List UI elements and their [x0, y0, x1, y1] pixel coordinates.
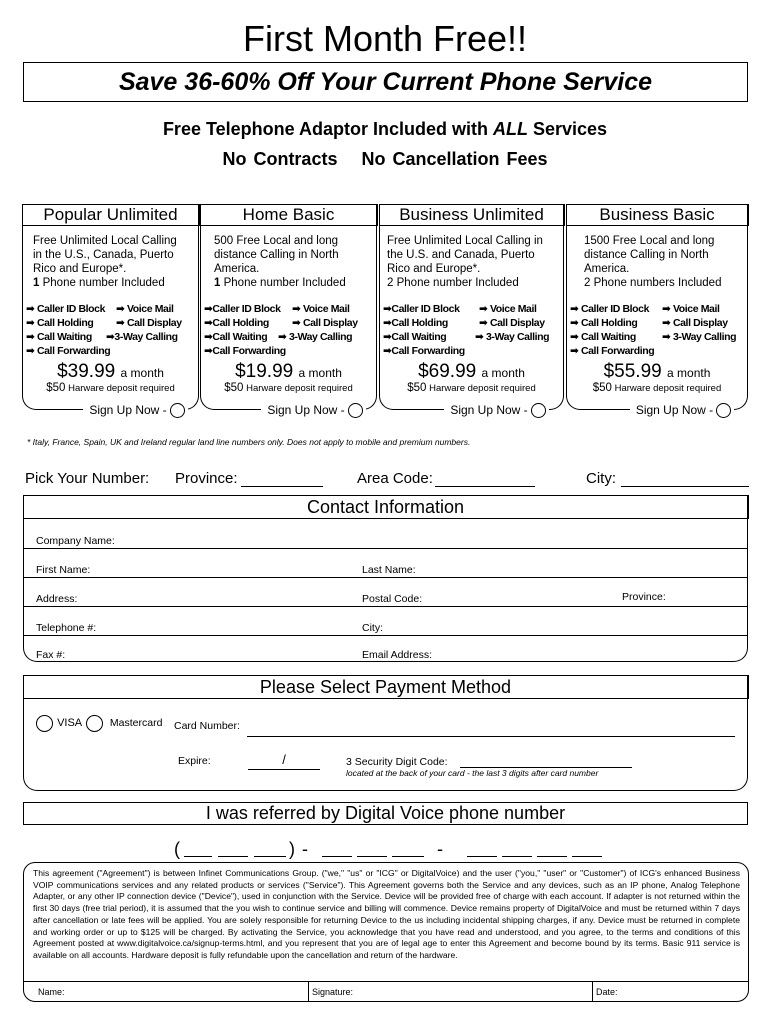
arrow-icon: ➡ — [383, 331, 392, 343]
security-code-label: 3 Security Digit Code: — [346, 756, 448, 768]
signup-radio[interactable] — [531, 403, 546, 418]
plan-phones — [584, 276, 743, 290]
price-period: a month — [667, 366, 711, 380]
arrow-icon: ➡ — [204, 317, 213, 329]
plan-phones — [214, 276, 372, 290]
price-period: a month — [298, 366, 342, 380]
arrow-icon: ➡ — [383, 303, 392, 315]
referral-title: I was referred by Digital Voice phone number — [23, 802, 748, 825]
postal-code-label: Postal Code: — [362, 593, 423, 605]
company-label: Company Name: — [36, 535, 115, 547]
signup-radio[interactable] — [170, 403, 185, 418]
price-period: a month — [481, 366, 525, 380]
visa-option[interactable] — [36, 715, 82, 732]
deposit-amount: $50 — [407, 382, 427, 394]
plan-name: Business Basic — [566, 204, 749, 226]
plan-phones — [33, 276, 194, 290]
plan-phone-text: Phone number Included — [39, 277, 165, 289]
arrow-icon: ➡ — [204, 303, 213, 315]
line-digit-1[interactable] — [467, 856, 497, 857]
plan-name: Home Basic — [200, 204, 378, 226]
arrow-icon: ➡ — [278, 331, 287, 343]
plan-desc-text: Free Unlimited Local Calling in the U.S., Canada, Puerto Rico and Europe*. — [33, 235, 177, 275]
signup-row — [73, 403, 198, 418]
feature-call-waiting: Call Waiting — [36, 331, 92, 343]
deposit-text: Harware deposit required — [426, 383, 536, 394]
plan-price — [567, 362, 747, 383]
security-code-note: located at the back of your card - the last 3 digits after card number — [346, 768, 599, 778]
plan-price — [380, 362, 563, 383]
arrow-icon: ➡ — [479, 317, 488, 329]
feature-3-way-calling: 3-Way Calling — [114, 331, 178, 343]
mastercard-option[interactable] — [86, 715, 162, 732]
expire-slash: / — [282, 752, 286, 767]
plan-deposit — [23, 382, 198, 394]
price-period: a month — [120, 366, 164, 380]
dash-1: - — [302, 839, 308, 859]
fax-row[interactable] — [24, 635, 747, 664]
signup-label: Sign Up Now - — [633, 403, 716, 417]
plan-phone-text: Phone numbers Included — [590, 277, 722, 289]
signature-label: Signature: — [312, 987, 354, 997]
address-row[interactable] — [24, 577, 747, 607]
telephone-row[interactable] — [24, 606, 747, 636]
plan-deposit — [201, 382, 376, 394]
arrow-icon: ➡ — [292, 317, 301, 329]
arrow-icon: ➡ — [383, 345, 392, 357]
contact-city-label: City: — [362, 622, 383, 634]
footnote: * Italy, France, Spain, UK and Ireland regular land line numbers only. Does not apply to mobile and premium numbers. — [27, 437, 471, 447]
arrow-icon: ➡ — [116, 317, 125, 329]
last-name-label: Last Name: — [362, 564, 416, 576]
plan-card-home-basic — [200, 204, 377, 417]
agreement-section — [23, 862, 749, 1002]
deposit-amount: $50 — [592, 382, 612, 394]
price-amount: $55.99 — [603, 361, 662, 382]
plan-phone-count: 1 — [214, 277, 221, 289]
line-digit-3[interactable] — [537, 856, 567, 857]
arrow-icon: ➡ — [26, 331, 35, 343]
feature-call-waiting: Call Waiting — [212, 331, 268, 343]
mastercard-radio[interactable] — [86, 715, 103, 732]
signup-radio[interactable] — [348, 403, 363, 418]
paren-open: ( — [174, 839, 180, 859]
plan-phone-text: Phone number Included — [220, 277, 346, 289]
city-field[interactable] — [621, 472, 749, 487]
plan-description — [387, 234, 559, 290]
feature-call-display: Call Display — [489, 317, 545, 329]
price-amount: $69.99 — [418, 361, 477, 382]
payment-section — [23, 675, 748, 791]
arrow-icon: ➡ — [570, 345, 579, 357]
feature-voice-mail: Voice Mail — [489, 303, 537, 315]
plan-deposit — [567, 382, 747, 394]
deposit-text: Harware deposit required — [243, 383, 353, 394]
plan-phone-count: 2 — [387, 277, 394, 289]
arrow-icon: ➡ — [26, 317, 35, 329]
plan-deposit — [380, 382, 563, 394]
feature-caller-id-block: Caller ID Block — [212, 303, 281, 315]
contract-line — [0, 149, 770, 170]
plan-description — [214, 234, 372, 290]
signup-row — [617, 403, 747, 418]
date-label: Date: — [596, 987, 618, 997]
arrow-icon: ➡ — [106, 331, 115, 343]
name-label: Name: — [38, 987, 65, 997]
arrow-icon: ➡ — [570, 317, 579, 329]
referral-phone-field[interactable] — [0, 838, 770, 860]
plan-desc-text: 500 Free Local and long distance Calling in North America. — [214, 235, 339, 275]
province-field[interactable] — [241, 472, 323, 487]
feature-call-waiting: Call Waiting — [580, 331, 636, 343]
paren-close: ) — [289, 839, 295, 859]
area-digit-1[interactable] — [184, 856, 212, 857]
contact-section — [23, 495, 748, 662]
feature-3-way-calling: 3-Way Calling — [288, 331, 353, 343]
page-title: First Month Free!! — [242, 18, 528, 59]
contact-title: Contact Information — [23, 495, 749, 519]
savings-banner: Save 36-60% Off Your Current Phone Service — [23, 62, 748, 102]
feature-list — [570, 302, 745, 358]
arrow-icon: ➡ — [204, 345, 213, 357]
signup-label: Sign Up Now - — [86, 403, 169, 417]
signup-row — [430, 403, 563, 418]
feature-caller-id-block: Caller ID Block — [36, 303, 106, 315]
arrow-icon: ➡ — [204, 331, 213, 343]
feature-call-display: Call Display — [672, 317, 728, 329]
prefix-digit-1[interactable] — [322, 856, 352, 857]
feature-voice-mail: Voice Mail — [672, 303, 720, 315]
feature-voice-mail: Voice Mail — [126, 303, 174, 315]
plan-name: Business Unlimited — [379, 204, 565, 226]
adaptor-line — [0, 119, 770, 140]
payment-title: Please Select Payment Method — [23, 675, 749, 699]
plan-description — [33, 234, 194, 290]
visa-radio[interactable] — [36, 715, 53, 732]
feature-caller-id-block: Caller ID Block — [391, 303, 460, 315]
area-code-field[interactable] — [435, 472, 535, 487]
prefix-digit-2[interactable] — [357, 856, 387, 857]
telephone-label: Telephone #: — [36, 622, 97, 634]
price-amount: $39.99 — [57, 361, 116, 382]
signup-row — [251, 403, 376, 418]
plan-card-business-basic — [566, 204, 748, 417]
card-number-field[interactable] — [247, 736, 735, 737]
no-cancellation-fees: No Cancellation Fees — [361, 149, 548, 169]
arrow-icon: ➡ — [662, 303, 671, 315]
prefix-digit-3[interactable] — [392, 856, 424, 857]
contact-province-label: Province: — [622, 591, 666, 603]
area-code-label: Area Code: — [357, 470, 433, 487]
first-name-label: First Name: — [36, 564, 91, 576]
plan-phones — [387, 276, 559, 290]
arrow-icon: ➡ — [292, 303, 301, 315]
feature-3-way-calling: 3-Way Calling — [485, 331, 550, 343]
arrow-icon: ➡ — [479, 303, 488, 315]
plan-price — [23, 362, 198, 383]
feature-call-display: Call Display — [302, 317, 358, 329]
feature-list — [383, 302, 561, 358]
plan-description — [584, 234, 743, 290]
arrow-icon: ➡ — [662, 331, 671, 343]
feature-call-holding: Call Holding — [391, 317, 448, 329]
name-row[interactable] — [24, 548, 747, 578]
feature-call-holding: Call Holding — [580, 317, 638, 329]
adaptor-text: Free Telephone Adaptor Included with — [162, 119, 493, 139]
deposit-amount: $50 — [46, 382, 66, 394]
plan-phone-count: 2 — [584, 277, 591, 289]
line-digit-2[interactable] — [502, 856, 532, 857]
feature-caller-id-block: Caller ID Block — [580, 303, 650, 315]
plan-card-business-unlimited — [379, 204, 564, 417]
feature-list — [204, 302, 374, 358]
expire-field[interactable] — [248, 752, 320, 770]
plan-card-popular-unlimited — [22, 204, 199, 417]
feature-list — [26, 302, 196, 358]
area-digit-3[interactable] — [254, 856, 286, 857]
pick-number-row — [25, 470, 750, 487]
mastercard-label: Mastercard — [109, 717, 163, 730]
arrow-icon: ➡ — [570, 303, 579, 315]
feature-call-forwarding: Call Forwarding — [391, 345, 465, 357]
feature-voice-mail: Voice Mail — [302, 303, 350, 315]
feature-call-forwarding: Call Forwarding — [36, 345, 111, 357]
adaptor-emphasis: ALL — [492, 119, 528, 139]
email-label: Email Address: — [362, 649, 433, 661]
address-label: Address: — [36, 593, 78, 605]
plan-phone-text: Phone number Included — [393, 277, 519, 289]
deposit-amount: $50 — [224, 382, 244, 394]
arrow-icon: ➡ — [116, 303, 125, 315]
visa-label: VISA — [57, 717, 83, 730]
plan-desc-text: Free Unlimited Local Calling in the U.S. and Canada, Puerto Rico and Europe*. — [387, 235, 543, 275]
feature-call-holding: Call Holding — [212, 317, 269, 329]
signature-row — [24, 981, 748, 1001]
plan-desc-text: 1500 Free Local and long distance Calling in North America. — [584, 235, 715, 275]
deposit-text: Harware deposit required — [65, 383, 175, 394]
company-row[interactable] — [24, 519, 747, 549]
plan-price — [201, 362, 376, 383]
pick-label: Pick Your Number: — [25, 470, 150, 487]
signup-label: Sign Up Now - — [447, 403, 530, 417]
feature-call-holding: Call Holding — [36, 317, 94, 329]
arrow-icon: ➡ — [662, 317, 671, 329]
feature-3-way-calling: 3-Way Calling — [672, 331, 737, 343]
plan-phone-count: 1 — [33, 277, 40, 289]
arrow-icon: ➡ — [26, 345, 35, 357]
feature-call-waiting: Call Waiting — [391, 331, 447, 343]
signup-radio[interactable] — [716, 403, 731, 418]
arrow-icon: ➡ — [475, 331, 484, 343]
feature-call-forwarding: Call Forwarding — [212, 345, 286, 357]
agreement-text: This agreement ("Agreement") is between Infinet Communications Group. ("we," "us" or "ICG" or DigitalVoice) and the user ("you," "user" or "Customer") of ICG's enhanced Business VOIP communications services and any related products or services ("Service"). This Agreement governs both the Service and any devices, such as an IP phone, Analog Telephone Adapter, or any other IP connection device ("Device"), used in conjunction with the Service. Device will be provided free of charge with each account. If adapter is not returned within the first 30 days (free trial period), it is assumed that the you wish to continue service and billing will commence. Device remains property of DigitalVoice and must be returned within 7 days after cancellation or late fees will be applied. You are solely responsible for returning Device to the us including incidental shipping charges, if any. Device must be returned in complete and working order or up to $125 will be charged. By activating the Service, you acknowledge that you have read and understood, and you agree, to the terms and conditions of this Agreement posted at www.digitalvoice.ca/signup-terms.html, and you represent that you are of legal age to enter this Agreement and become bound by its terms. Basic 911 service is available on all accounts. Hardware deposit is fully refundable upon the cancellation and return of the hardware. — [33, 868, 740, 960]
fax-label: Fax #: — [36, 649, 66, 661]
province-label: Province: — [175, 470, 238, 487]
feature-call-forwarding: Call Forwarding — [580, 345, 655, 357]
adaptor-text-end: Services — [527, 119, 608, 139]
dash-2: - — [437, 839, 443, 859]
signup-label: Sign Up Now - — [264, 403, 347, 417]
feature-call-display: Call Display — [126, 317, 182, 329]
city-label: City: — [586, 470, 616, 487]
arrow-icon: ➡ — [26, 303, 35, 315]
card-number-label: Card Number: — [174, 720, 240, 732]
area-digit-2[interactable] — [218, 856, 248, 857]
price-amount: $19.99 — [235, 361, 294, 382]
arrow-icon: ➡ — [383, 317, 392, 329]
line-digit-4[interactable] — [572, 856, 602, 857]
arrow-icon: ➡ — [570, 331, 579, 343]
plan-name: Popular Unlimited — [22, 204, 200, 226]
no-contracts: No Contracts — [222, 149, 338, 169]
deposit-text: Harware deposit required — [611, 383, 722, 394]
expire-label: Expire: — [178, 755, 211, 767]
